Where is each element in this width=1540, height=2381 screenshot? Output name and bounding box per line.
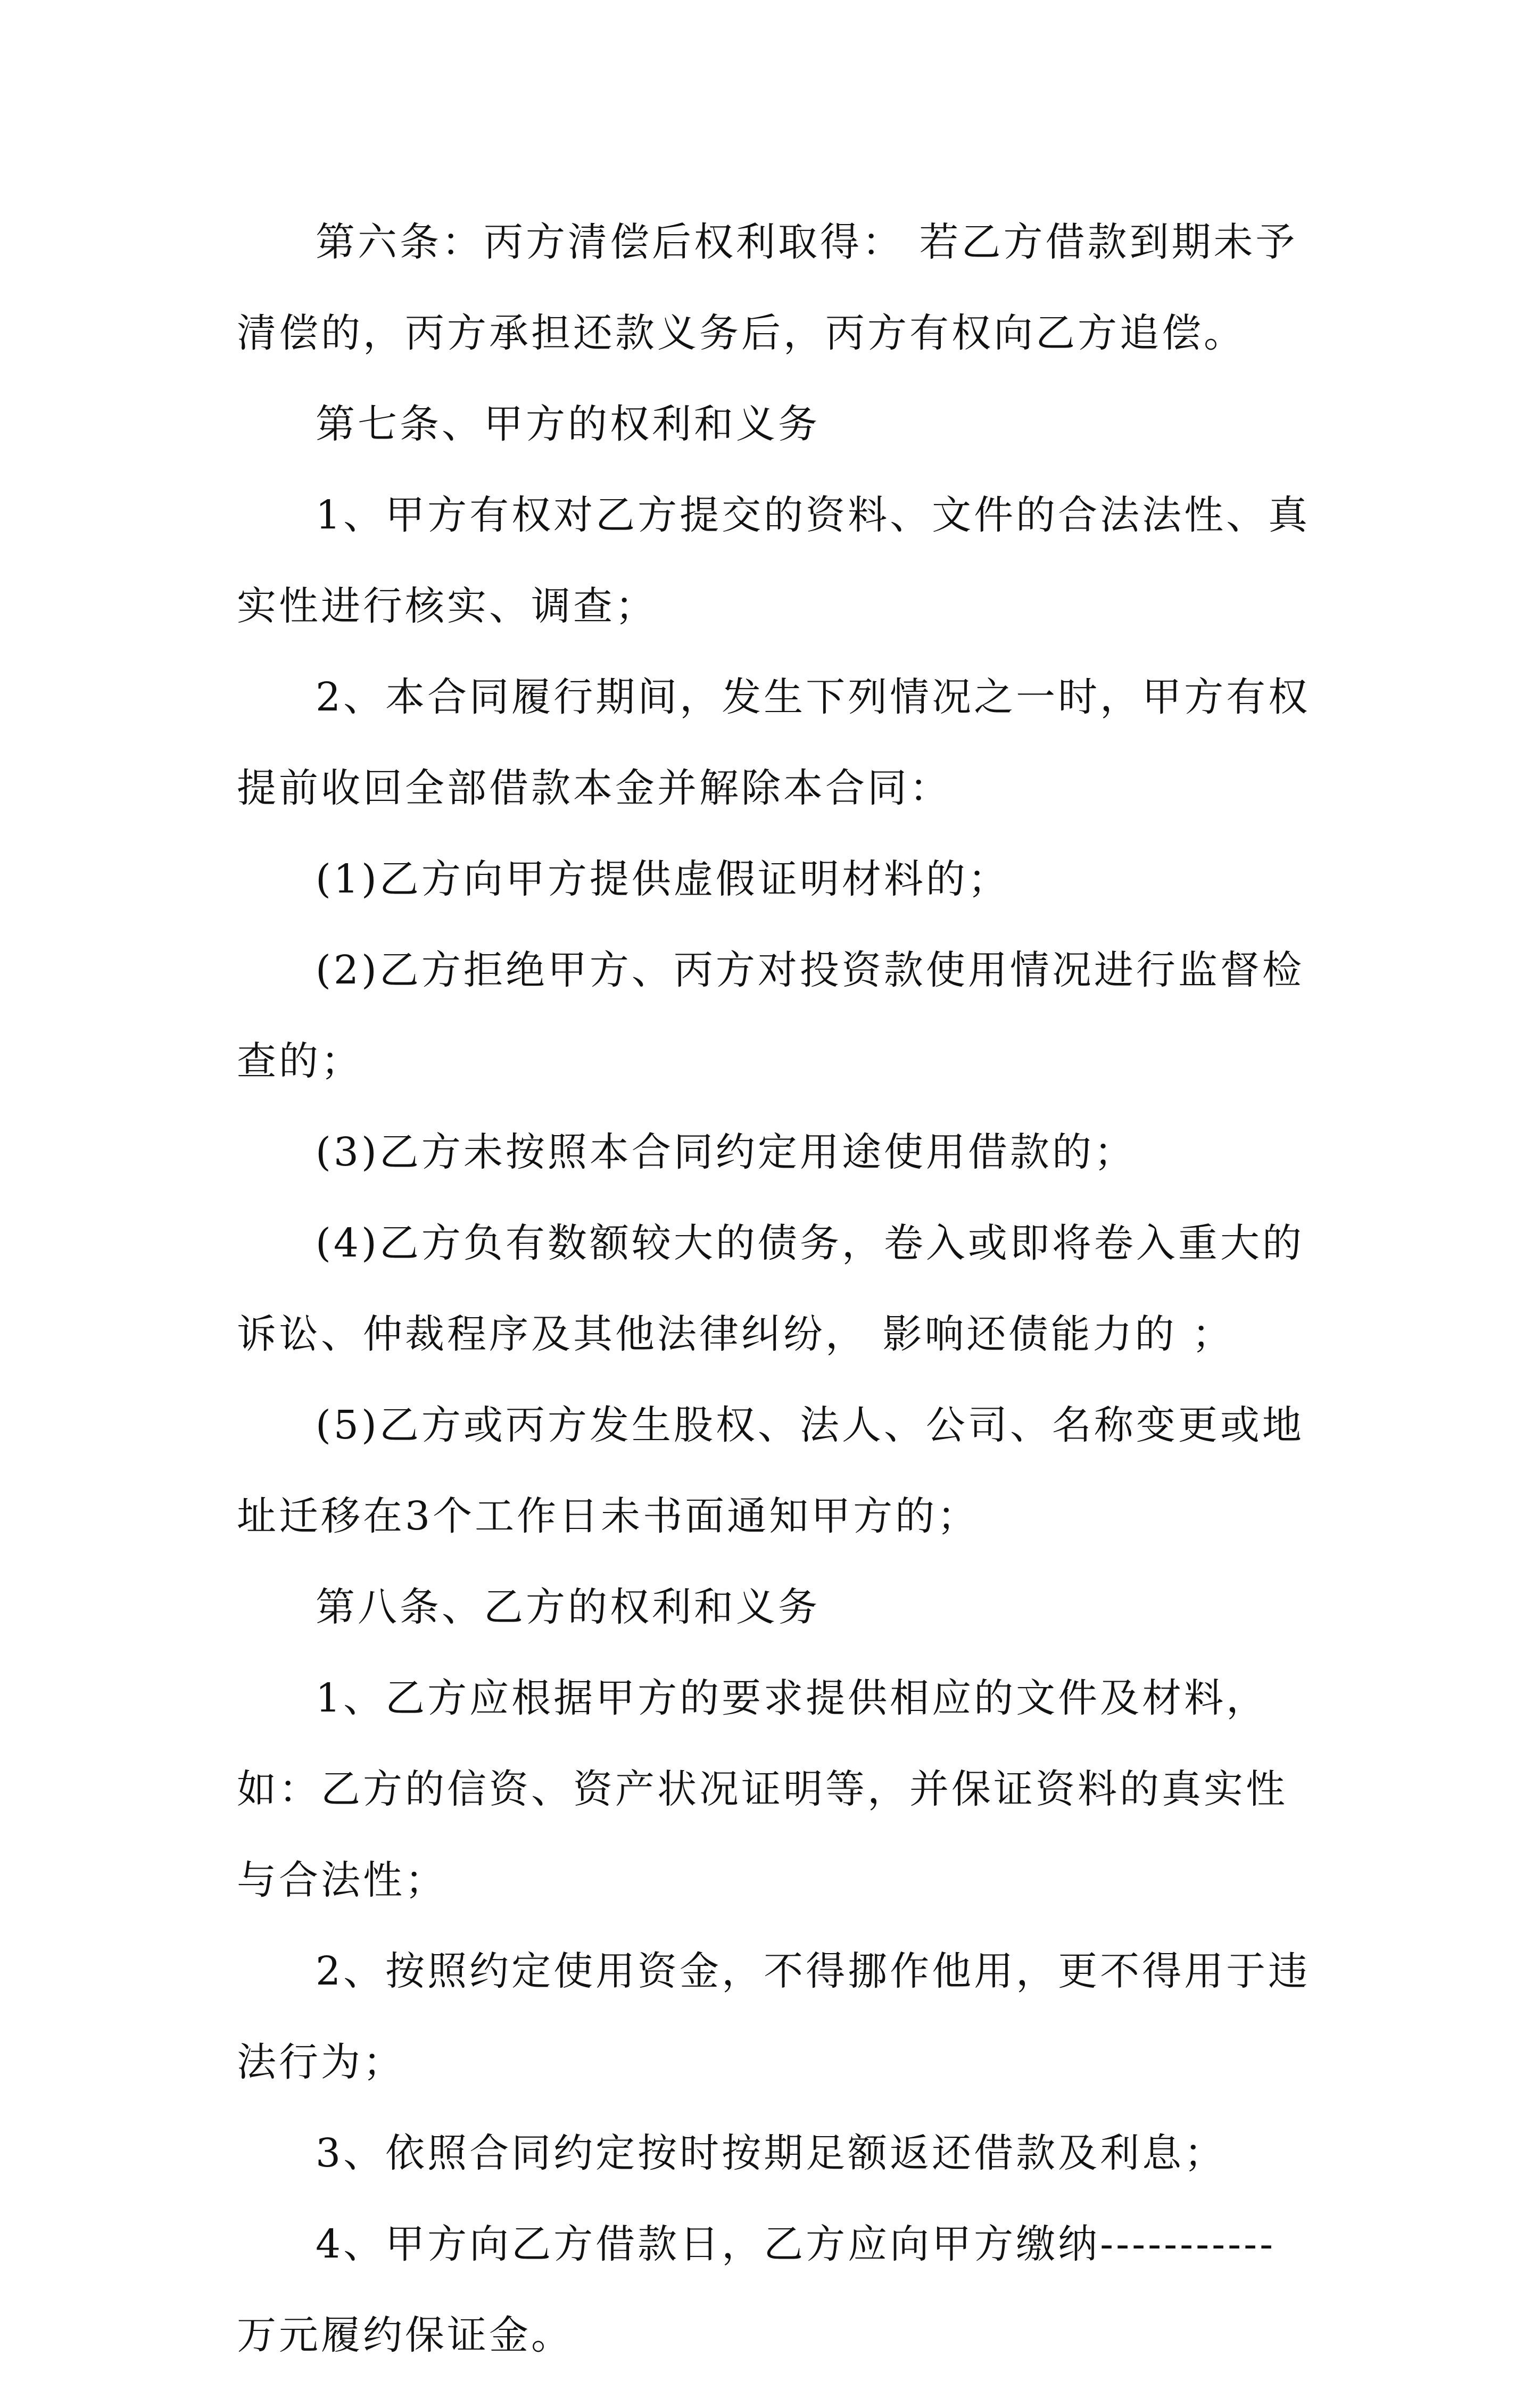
article-7-subitem-2: (2)乙方拒绝甲方、丙方对投资款使用情况进行监督检查的； [237, 947, 1304, 1084]
article-7-subitem-3: (3)乙方未按照本合同约定用途使用借款的； [316, 1129, 1136, 1175]
article-8-item-1: 1、乙方应根据甲方的要求提供相应的文件及材料，如：乙方的信资、资产状况证明等，并保证资料的真实性与合法性； [237, 1675, 1288, 1903]
article-8-item-4: 4、甲方向乙方借款日，乙方应向甲方缴纳-----------万元履约保证金。 [237, 2221, 1276, 2358]
article-8-heading: 第八条、乙方的权利和义务 [316, 1584, 820, 1630]
article-7-item-1: 1、甲方有权对乙方提交的资料、文件的合法法性、真实性进行核实、调查； [237, 492, 1311, 629]
article-8-item-2: 2、按照约定使用资金，不得挪作他用，更不得用于违法行为； [237, 1948, 1311, 2085]
article-8-item-3: 3、依照合同约定按时按期足额返还借款及利息； [316, 2130, 1227, 2176]
article-7-subitem-5: (5)乙方或丙方发生股权、法人、公司、名称变更或地址迁移在3个工作日未书面通知甲方的； [237, 1402, 1304, 1539]
article-7-item-2: 2、本合同履行期间，发生下列情况之一时，甲方有权提前收回全部借款本金并解除本合同： [237, 674, 1311, 811]
article-7-heading: 第七条、甲方的权利和义务 [316, 401, 820, 447]
article-7-subitem-4: (4)乙方负有数额较大的债务，卷入或即将卷入重大的诉讼、仲裁程序及其他法律纠纷， 影响还债能力的 ； [237, 1220, 1304, 1357]
article-7-subitem-1: (1)乙方向甲方提供虚假证明材料的； [316, 856, 1010, 902]
document-body [237, 197, 1317, 2381]
article-6-paragraph: 第六条：丙方清偿后权利取得： 若乙方借款到期未予清偿的，丙方承担还款义务后，丙方有权向乙方追偿。 [237, 219, 1298, 356]
